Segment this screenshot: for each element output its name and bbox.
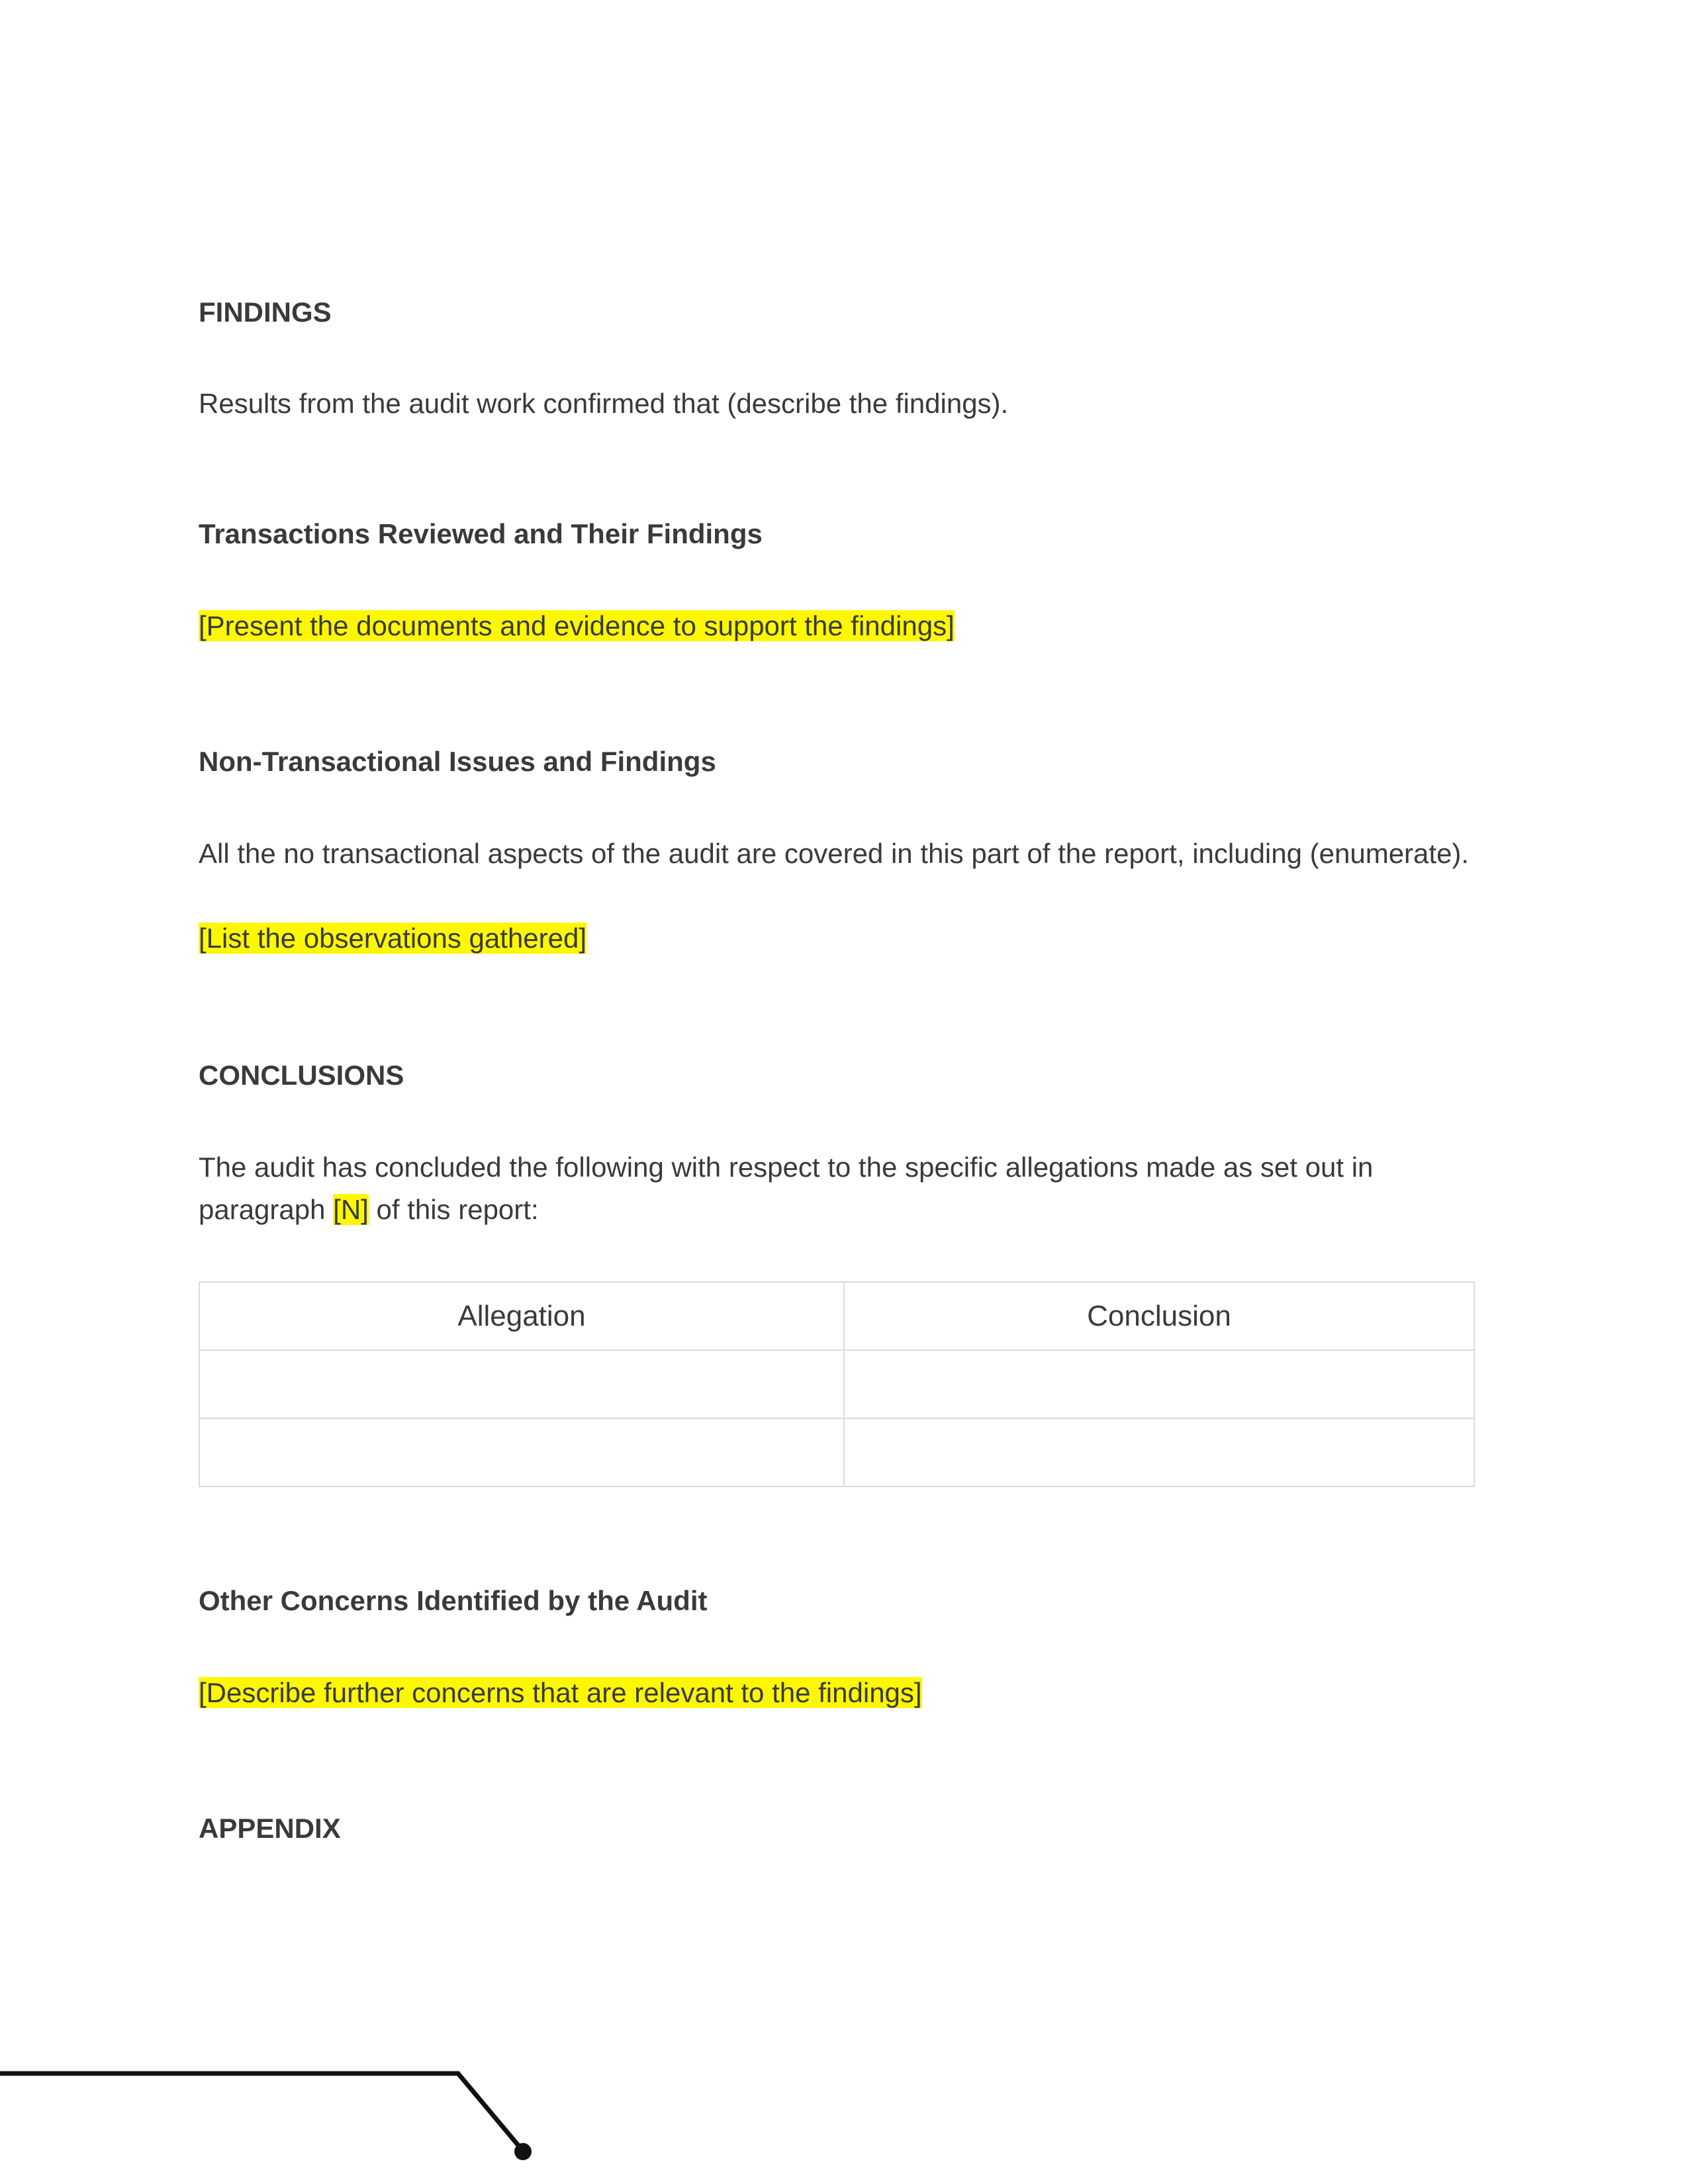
conclusion-column-header: Conclusion: [844, 1282, 1474, 1350]
non-transactional-placeholder: [List the observations gathered]: [199, 923, 587, 954]
other-concerns-heading: Other Concerns Identified by the Audit: [199, 1585, 708, 1616]
other-concerns-placeholder: [Describe further concerns that are relevant to the findings]: [199, 1677, 922, 1708]
decorative-line-end-dot: [514, 2143, 532, 2160]
non-transactional-body: All the no transactional aspects of the audit are covered in this part of the report, including (enumerate).: [199, 838, 1470, 869]
non-transactional-heading: Non-Transactional Issues and Findings: [199, 746, 716, 777]
allegation-column-header: Allegation: [199, 1282, 844, 1350]
appendix-heading: APPENDIX: [199, 1813, 341, 1844]
transactions-placeholder: [Present the documents and evidence to support the findings]: [199, 610, 955, 641]
findings-heading: FINDINGS: [199, 296, 332, 328]
conclusions-line-2-after: of this report:: [368, 1194, 539, 1225]
transactions-heading: Transactions Reviewed and Their Findings: [199, 518, 763, 549]
findings-intro: Results from the audit work confirmed that (describe the findings).: [199, 388, 1009, 419]
conclusions-line-1: The audit has concluded the following with respect to the specific allegations made as set out in: [199, 1152, 1374, 1183]
paragraph-number-placeholder: [N]: [333, 1194, 369, 1225]
conclusions-heading: CONCLUSIONS: [199, 1060, 404, 1091]
conclusions-line-2-before: paragraph: [199, 1194, 334, 1225]
